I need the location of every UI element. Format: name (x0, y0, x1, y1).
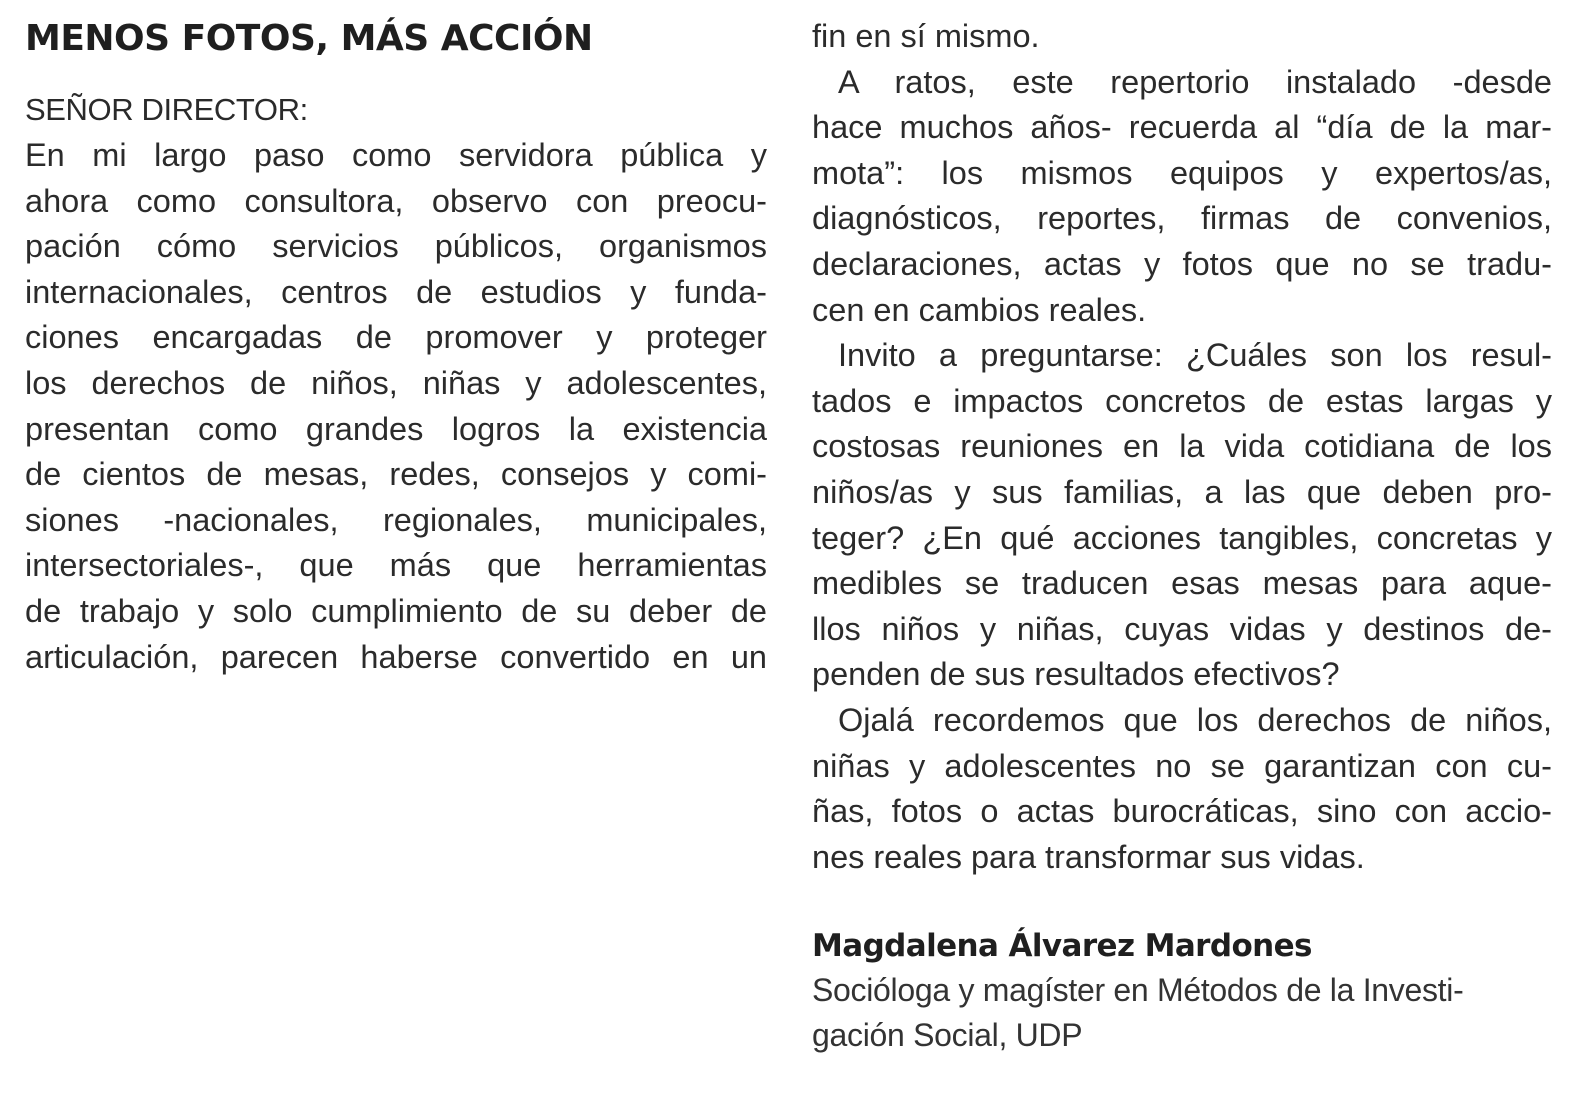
paragraph-3 (812, 333, 1552, 698)
text-line: Invito a preguntarse: ¿Cuáles son los resul- (838, 337, 1552, 374)
text-line: articulación, parecen haberse convertido en un (25, 638, 767, 675)
text-line: niñas y adolescentes no se garantizan con cu- (812, 747, 1552, 784)
headline: MENOS FOTOS, MÁS ACCIÓN (25, 18, 593, 59)
text-line: niños/as y sus familias, a las que deben pro- (812, 473, 1552, 510)
right-column (812, 14, 1552, 1058)
text-line: nes reales para transformar sus vidas. (812, 838, 1365, 875)
signature-block (812, 924, 1552, 1058)
salutation: SEÑOR DIRECTOR: (25, 92, 308, 127)
text-line: fin en sí mismo. (812, 18, 1040, 54)
text-line: llos niños y niñas, cuyas vidas y destinos de- (812, 610, 1552, 647)
text-line: A ratos, este repertorio instalado -desde (838, 63, 1552, 100)
text-line: intersectoriales-, que más que herramientas (25, 547, 767, 584)
paragraph-4 (812, 698, 1552, 880)
text-line: diagnósticos, reportes, firmas de convenios, (812, 200, 1552, 237)
author-name: Magdalena Álvarez Mardones (812, 928, 1312, 965)
text-line: ahora como consultora, observo con preocu- (25, 182, 767, 219)
text-line: costosas reuniones en la vida cotidiana de los (812, 428, 1552, 465)
text-line: cen en cambios reales. (812, 291, 1147, 328)
paragraph-1 (25, 133, 767, 680)
text-line: Socióloga y magíster en Métodos de la Investi- (812, 972, 1464, 1009)
text-line: teger? ¿En qué acciones tangibles, concretas y (812, 519, 1552, 556)
text-line: gación Social, UDP (812, 1017, 1083, 1054)
text-line: siones -nacionales, regionales, municipales, (25, 501, 767, 538)
text-line: ñas, fotos o actas burocráticas, sino con accio- (812, 793, 1552, 830)
paragraph-2 (812, 60, 1552, 334)
text-line: presentan como grandes logros la existencia (25, 410, 767, 447)
text-line: medibles se traducen esas mesas para aque- (812, 565, 1552, 602)
text-line: pación cómo servicios públicos, organismos (25, 228, 767, 265)
text-line: En mi largo paso como servidora pública y (25, 137, 767, 173)
paragraph-1-continued (812, 14, 1552, 60)
text-line: mota”: los mismos equipos y expertos/as, (812, 154, 1552, 191)
text-line: tados e impactos concretos de estas largas y (812, 382, 1552, 419)
text-line: los derechos de niños, niñas y adolescentes, (25, 364, 767, 401)
text-line: Ojalá recordemos que los derechos de niños, (838, 701, 1552, 738)
text-line: penden de sus resultados efectivos? (812, 656, 1340, 693)
text-line: de trabajo y solo cumplimiento de su deber de (25, 592, 767, 629)
text-line: internacionales, centros de estudios y funda- (25, 273, 767, 310)
text-line: de cientos de mesas, redes, consejos y comi- (25, 456, 767, 493)
text-line: ciones encargadas de promover y proteger (25, 319, 767, 356)
text-line: declaraciones, actas y fotos que no se tradu- (812, 245, 1552, 282)
author-title (812, 968, 1552, 1058)
text-line: hace muchos años- recuerda al “día de la mar- (812, 109, 1552, 146)
left-column (25, 14, 767, 680)
